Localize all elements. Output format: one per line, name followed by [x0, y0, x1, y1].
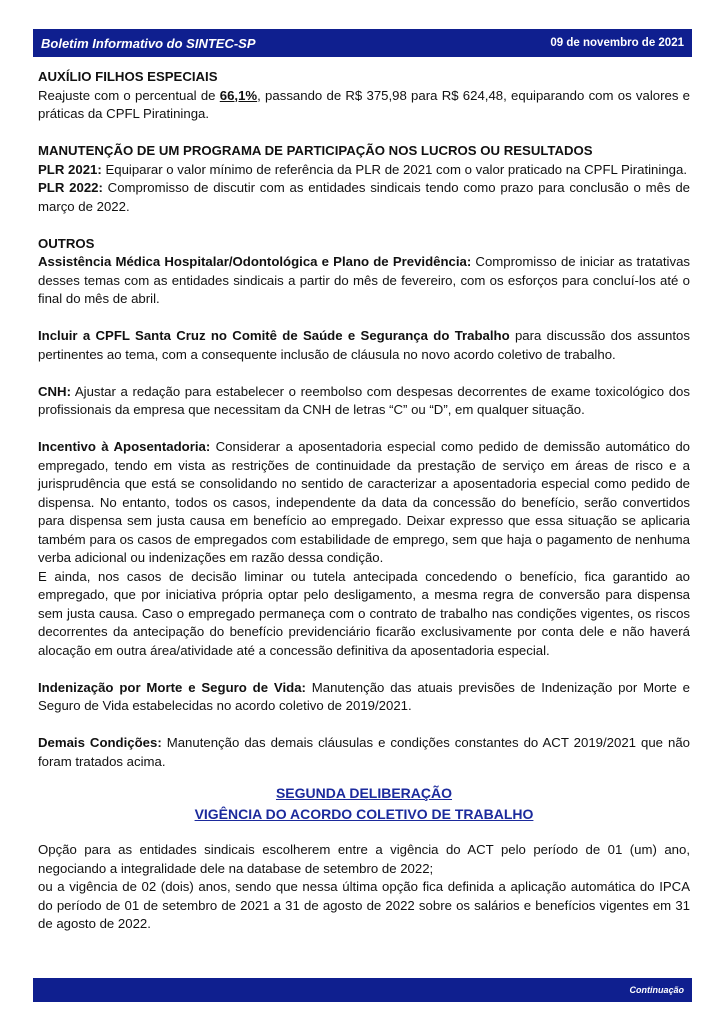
demais-label: Demais Condições:: [38, 735, 162, 750]
vigencia-paragraph-2: ou a vigência de 02 (dois) anos, sendo que nessa última opção fica definida a aplicação automática do IPCA do período de 01 de setembro de 2021 a 31 de agosto de 2022 sobre os salários e benefícios vigentes em 31 de agosto de 2022.: [38, 879, 690, 931]
aposentadoria-text: Considerar a aposentadoria especial como pedido de demissão automático do empregado, tendo em vista as restrições de continuidade da prestação de serviço em áreas de risco e a jurisprudência que está se consolidando no sentido de caracterizar a aposentadoria especial como pedido de dispensa. No entanto, todos os casos, independente da data da concessão do benefício, serão convertidos para dispensa sem justa causa em benefício ao empregado. Deixar expresso que essa situação se aplicaria também para os casos de empregados com estabilidade de emprego, sem que haja o pagamento de nenhuma verba adicional ou indenizações em razão dessa condição.: [38, 439, 690, 565]
plr-heading: MANUTENÇÃO DE UM PROGRAMA DE PARTICIPAÇÃO NOS LUCROS OU RESULTADOS: [38, 143, 593, 158]
bulletin-title: Boletim Informativo do SINTEC-SP: [41, 35, 256, 51]
vigencia-title: VIGÊNCIA DO ACORDO COLETIVO DE TRABALHO: [194, 806, 534, 822]
demais-text: Manutenção das demais cláusulas e condições constantes do ACT 2019/2021 que não foram tratados acima.: [38, 735, 690, 769]
aposentadoria-paragraph: [38, 438, 690, 568]
auxilio-percent: 66,1%: [219, 87, 258, 103]
plr-2022-paragraph: [38, 179, 690, 216]
header-bar: [33, 29, 692, 57]
plr-2022-text: Compromisso de discutir com as entidades sindicais tendo como prazo para conclusão o mês de março de 2022.: [38, 180, 690, 214]
santacruz-paragraph: [38, 327, 690, 364]
aposentadoria-label: Incentivo à Aposentadoria:: [38, 439, 211, 454]
auxilio-text-post: , passando de R$ 375,98 para R$ 624,48, equiparando com os valores e práticas da CPFL Piratininga.: [38, 87, 690, 121]
plr-2021-text: Equiparar o valor mínimo de referência da PLR de 2021 com o valor praticado na CPFL Piratininga.: [101, 161, 687, 177]
assistencia-text: Compromisso de iniciar as tratativas desses temas com as entidades sindicais a partir do mês de fevereiro, com os esforços para concluí-los até o final do mês de abril.: [38, 254, 691, 306]
bulletin-date: 09 de novembro de 2021: [550, 37, 684, 49]
indenizacao-text: Manutenção das atuais previsões de Indenização por Morte e Seguro de Vida estabelecidas no acordo coletivo de 2019/2021.: [38, 679, 690, 713]
indenizacao-paragraph: [38, 679, 690, 716]
cnh-paragraph: [38, 383, 690, 420]
vigencia-paragraph-1: Opção para as entidades sindicais escolherem entre a vigência do ACT pelo período de 01 (um) ano, negociando a integralidade dele na database de setembro de 2022;: [38, 842, 690, 876]
aposentadoria-paragraph-2: E ainda, nos casos de decisão liminar ou tutela antecipada concedendo o benefício, fica garantido ao empregado, que por iniciativa própria optar pelo desligamento, a mesma regra de conversão para dispensa sem justa causa. Caso o empregado permaneça com o contrato de trabalho nas condições vigentes, os riscos decorrentes da antecipação do benefício previdenciário ficarão exclusivamente por conta dele e não haverá alocação em outra área/atividade até a concessão definitiva da aposentadoria especial.: [38, 568, 690, 658]
auxilio-heading: AUXÍLIO FILHOS ESPECIAIS: [38, 69, 218, 84]
auxilio-text-pre: Reajuste com o percentual de: [38, 87, 220, 103]
document-body: [38, 68, 690, 934]
continuation-label: Continuação: [629, 985, 684, 995]
auxilio-paragraph: [38, 87, 690, 124]
assistencia-paragraph: [38, 253, 690, 309]
outros-heading: OUTROS: [38, 235, 95, 251]
assistencia-label: Assistência Médica Hospitalar/Odontológica e Plano de Previdência:: [38, 254, 472, 269]
santacruz-label: Incluir a CPFL Santa Cruz no Comitê de Saúde e Segurança do Trabalho: [38, 328, 510, 343]
plr-2021-paragraph: [38, 161, 690, 180]
demais-paragraph: [38, 734, 690, 771]
cnh-text: Ajustar a redação para estabelecer o reembolso com despesas decorrentes de exame toxicológico dos profissionais da empresa que necessitam da CNH de letras “C” ou “D”, em qualquer situação.: [38, 383, 690, 417]
segunda-deliberacao-title: SEGUNDA DELIBERAÇÃO: [275, 785, 453, 801]
cnh-label: CNH:: [38, 383, 71, 399]
indenizacao-label: Indenização por Morte e Seguro de Vida:: [38, 679, 306, 695]
footer-bar: [33, 978, 692, 1002]
plr-2021-label: PLR 2021:: [38, 161, 102, 177]
santacruz-text: para discussão dos assuntos pertinentes ao tema, com a consequente inclusão de cláusula no novo acordo coletivo de trabalho.: [38, 328, 690, 362]
plr-2022-label: PLR 2022:: [38, 180, 103, 195]
